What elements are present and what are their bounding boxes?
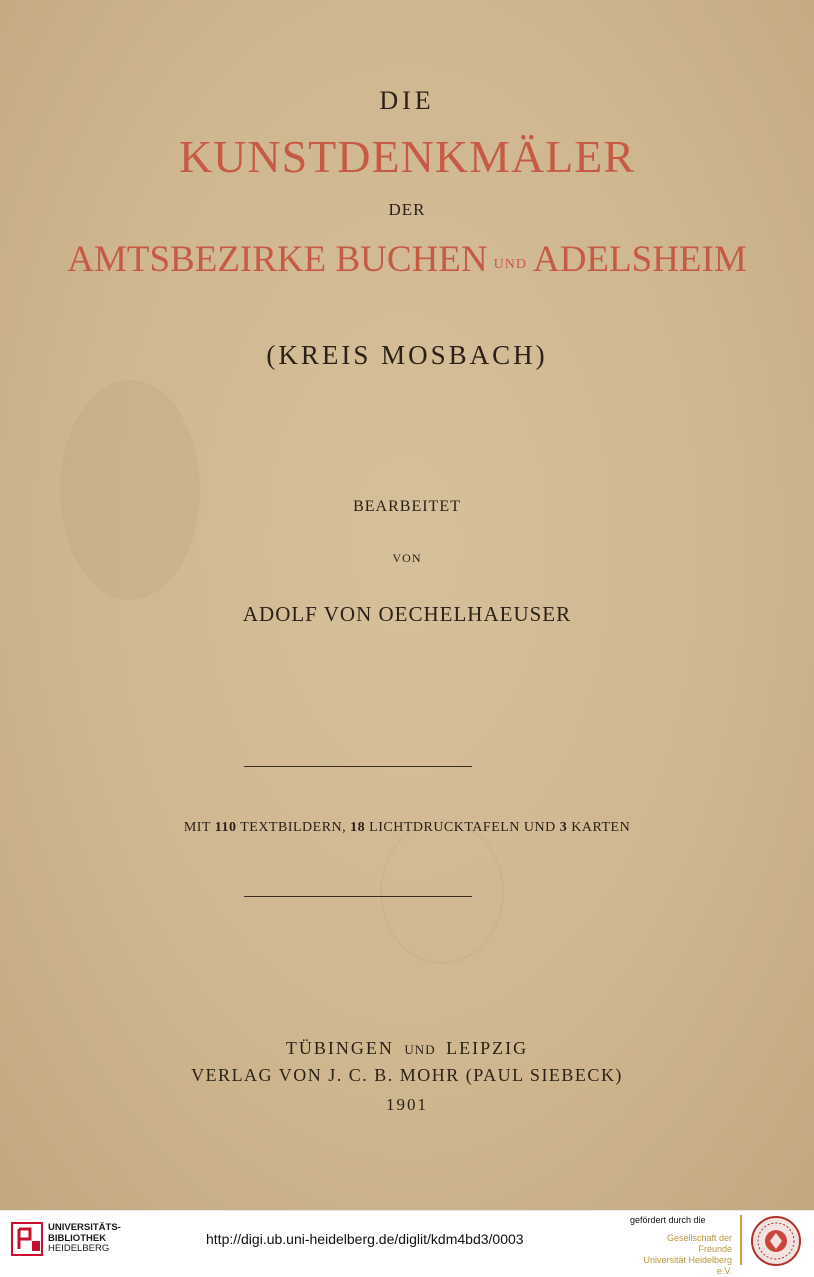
library-name[interactable] <box>48 1223 121 1255</box>
divider-rule <box>244 896 472 897</box>
title-kunstdenkmaeler: KUNSTDENKMÄLER <box>178 131 636 182</box>
title-amtsbezirke-part2: ADELSHEIM <box>532 239 747 280</box>
illustrations-note <box>0 820 814 836</box>
sponsor-line: Universität Heidelberg e.V. <box>643 1255 732 1276</box>
place-part: TÜBINGEN <box>285 1038 394 1058</box>
permalink-url[interactable]: http://digi.ub.uni-heidelberg.de/diglit/kdm4bd3/0003 <box>206 1231 524 1247</box>
publisher: VERLAG VON J. C. B. MOHR (PAUL SIEBECK) <box>191 1065 623 1085</box>
library-line: BIBLIOTHEK <box>48 1232 107 1244</box>
library-line: UNIVERSITÄTS- <box>48 1222 121 1233</box>
title-amtsbezirke <box>0 238 814 281</box>
university-seal-icon[interactable] <box>750 1215 802 1267</box>
note-part: LICHTDRUCKTAFELN UND <box>369 820 556 835</box>
viewer-footer <box>0 1210 814 1276</box>
sponsor-label: gefördert durch die <box>630 1215 706 1225</box>
divider-rule <box>244 766 472 767</box>
label-bearbeitet: BEARBEITET <box>353 498 461 515</box>
note-number: 3 <box>559 820 568 835</box>
title-die: DIE <box>379 86 435 115</box>
sponsor-line: Gesellschaft der Freunde <box>666 1233 732 1254</box>
title-amtsbezirke-part1: AMTSBEZIRKE BUCHEN <box>67 239 488 280</box>
paper-stain <box>380 820 504 964</box>
label-von: VON <box>392 551 422 565</box>
library-line: HEIDELBERG <box>48 1243 110 1254</box>
note-number: 110 <box>214 820 237 835</box>
note-part: TEXTBILDERN, <box>240 820 347 835</box>
note-number: 18 <box>350 820 366 835</box>
ub-heidelberg-logo-icon[interactable] <box>10 1221 44 1257</box>
publication-year: 1901 <box>386 1095 428 1114</box>
sponsor-divider <box>740 1215 742 1265</box>
author-name: ADOLF VON OECHELHAEUSER <box>242 602 572 626</box>
note-part: KARTEN <box>571 820 631 835</box>
place-und: UND <box>404 1042 436 1057</box>
place-part: LEIPZIG <box>446 1038 529 1058</box>
subtitle-kreis: (KREIS MOSBACH) <box>266 340 548 370</box>
publication-place <box>0 1038 814 1059</box>
note-part: MIT <box>183 820 211 835</box>
title-der: DER <box>388 200 426 219</box>
paper-stain <box>60 380 200 600</box>
sponsor-name[interactable] <box>632 1233 732 1277</box>
title-und: UND <box>493 257 527 272</box>
